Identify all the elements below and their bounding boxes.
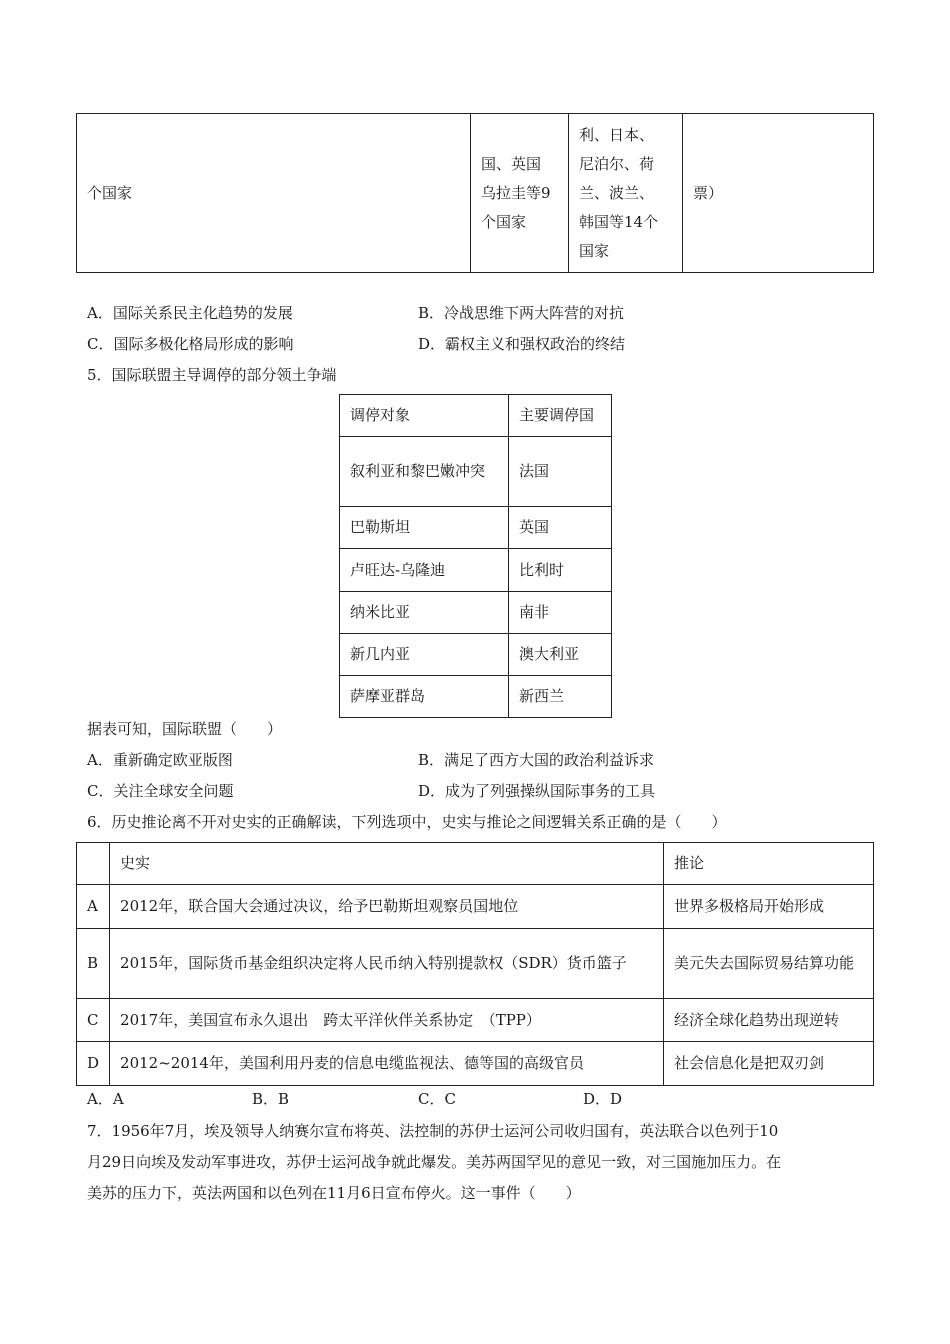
q4-option-b[interactable]: B．冷战思维下两大阵营的对抗 <box>418 304 625 322</box>
top-table-cell-3: 利、日本、 尼泊尔、荷 兰、波兰、 韩国等14个 国家 <box>569 114 683 273</box>
q5-cell: 巴勒斯坦 <box>340 507 509 549</box>
q5-option-d[interactable]: D．成为了列强操纵国际事务的工具 <box>418 782 656 800</box>
q5-cell: 新几内亚 <box>340 634 509 676</box>
top-table <box>76 113 874 273</box>
q6-row-label: C <box>77 999 110 1042</box>
q6-row-inference: 社会信息化是把双刃剑 <box>664 1042 874 1086</box>
q4-option-a[interactable]: A．国际关系民主化趋势的发展 <box>87 304 293 322</box>
q6-option-d[interactable]: D．D <box>583 1090 623 1108</box>
q6-table <box>76 842 874 1086</box>
q5-stem: 5．国际联盟主导调停的部分领土争端 <box>87 366 337 384</box>
q5-cell: 英国 <box>509 507 612 549</box>
q6-row-label: A <box>77 885 110 929</box>
q7-line-2: 月29日向埃及发动军事进攻，苏伊士运河战争就此爆发。美苏两国罕见的意见一致，对三国施加压力。在 <box>87 1153 782 1171</box>
q5-cell: 法国 <box>509 437 612 507</box>
q6-row-label: B <box>77 929 110 999</box>
q5-cell: 卢旺达-乌隆迪 <box>340 549 509 592</box>
q6-row-fact: 2012年，联合国大会通过决议，给予巴勒斯坦观察员国地位 <box>110 885 664 929</box>
q5-header-object: 调停对象 <box>340 395 509 437</box>
q5-cell: 新西兰 <box>509 676 612 718</box>
q6-row-fact: 2012~2014年，美国利用丹麦的信息电缆监视法、德等国的高级官员 <box>110 1042 664 1086</box>
q5-question: 据表可知，国际联盟（ ） <box>87 720 283 738</box>
q6-row-inference: 美元失去国际贸易结算功能 <box>664 929 874 999</box>
q5-cell: 叙利亚和黎巴嫩冲突 <box>340 437 509 507</box>
q5-cell: 澳大利亚 <box>509 634 612 676</box>
q6-option-c[interactable]: C．C <box>418 1090 456 1108</box>
top-table-cell-2: 国、英国 乌拉圭等9 个国家 <box>471 114 569 273</box>
q6-row-label: D <box>77 1042 110 1086</box>
top-table-cell-1: 个国家 <box>77 114 471 273</box>
q5-option-b[interactable]: B．满足了西方大国的政治利益诉求 <box>418 751 655 769</box>
q5-table <box>339 394 612 718</box>
q5-cell: 比利时 <box>509 549 612 592</box>
q6-row-fact: 2015年，国际货币基金组织决定将人民币纳入特别提款权（SDR）货币篮子 <box>110 929 664 999</box>
q7-line-1: 7．1956年7月，埃及领导人纳赛尔宣布将英、法控制的苏伊士运河公司收归国有，英法联合以色列于10 <box>87 1122 779 1140</box>
q5-header-mediator: 主要调停国 <box>509 395 612 437</box>
q6-row-inference: 经济全球化趋势出现逆转 <box>664 999 874 1042</box>
q6-stem: 6．历史推论离不开对史实的正确解读，下列选项中，史实与推论之间逻辑关系正确的是（ ） <box>87 813 727 831</box>
q6-row-fact: 2017年，美国宣布永久退出 跨太平洋伙伴关系协定 （TPP） <box>110 999 664 1042</box>
q5-cell: 纳米比亚 <box>340 592 509 634</box>
q6-option-a[interactable]: A．A <box>87 1090 124 1108</box>
q5-cell: 萨摩亚群岛 <box>340 676 509 718</box>
q6-header-blank <box>77 843 110 885</box>
q7-line-3: 美苏的压力下，英法两国和以色列在11月6日宣布停火。这一事件（ ） <box>87 1184 581 1202</box>
q5-option-c[interactable]: C．关注全球安全问题 <box>87 782 234 800</box>
q4-option-c[interactable]: C．国际多极化格局形成的影响 <box>87 335 294 353</box>
q6-header-fact: 史实 <box>110 843 664 885</box>
top-table-cell-4: 票） <box>683 114 874 273</box>
q6-header-inference: 推论 <box>664 843 874 885</box>
q5-cell: 南非 <box>509 592 612 634</box>
q6-row-inference: 世界多极格局开始形成 <box>664 885 874 929</box>
q5-option-a[interactable]: A．重新确定欧亚版图 <box>87 751 233 769</box>
q4-option-d[interactable]: D．霸权主义和强权政治的终结 <box>418 335 626 353</box>
q6-option-b[interactable]: B．B <box>252 1090 290 1108</box>
